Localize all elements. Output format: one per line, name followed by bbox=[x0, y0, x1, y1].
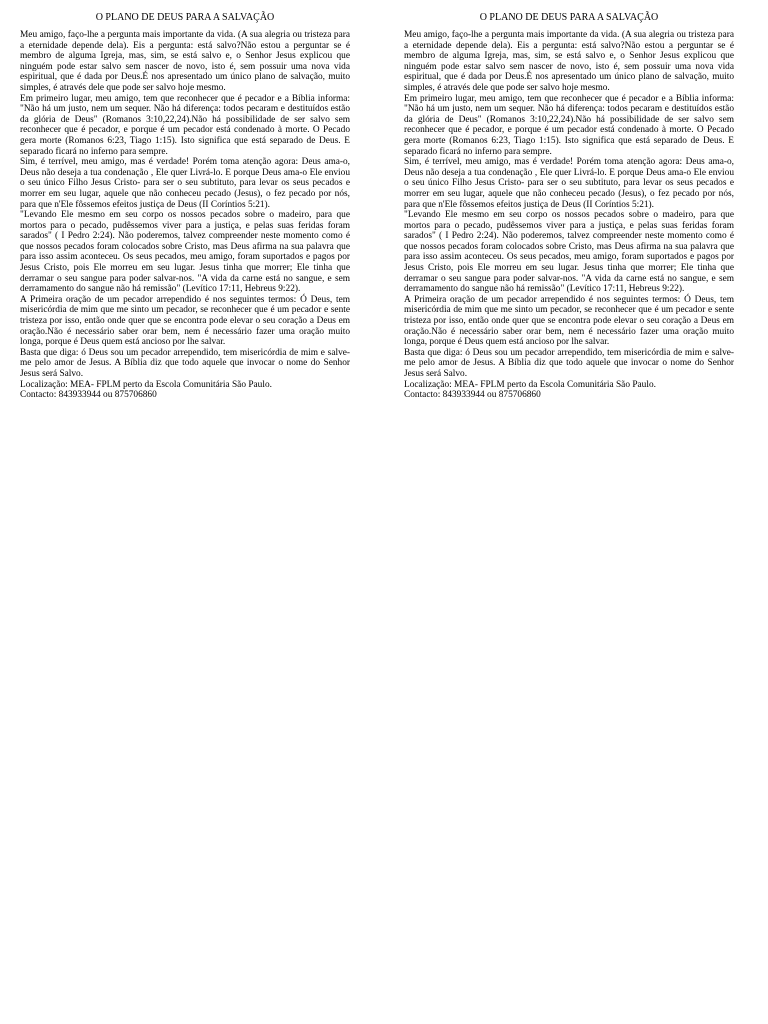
document-title-copy: O PLANO DE DEUS PARA A SALVAÇÃO bbox=[479, 12, 659, 23]
paragraph-invocation: Basta que diga: ó Deus sou um pecador arrependido, tem misericórdia de mim e salve-me pelo amor de Jesus. A Bíblia diz que todo aquele que invocar o nome do Senhor Jesus será Salvo. bbox=[20, 347, 350, 379]
paragraph-love-copy: Sim, é terrível, meu amigo, mas é verdade! Porém toma atenção agora: Deus ama-o, Deus não deseja a tua condenação , Ele quer Livrá-lo. E porque Deus ama-o Ele enviou o seu único Filho Jesus Cristo- para ser o seu subtituto, para levar os seus pecados e morrer em seu lugar, aquele que não conheceu pecado (Jesus), o fez pecado por nós, para que n'Ele fôssemos efeitos justiça de Deus (II Coríntios 5:21). bbox=[404, 157, 734, 210]
paragraph-invocation-copy: Basta que diga: ó Deus sou um pecador arrependido, tem misericórdia de mim e salve-me pelo amor de Jesus. A Bíblia diz que todo aquele que invocar o nome do Senhor Jesus será Salvo. bbox=[404, 347, 734, 379]
paragraph-sinner: Em primeiro lugar, meu amigo, tem que reconhecer que é pecador e a Bíblia informa: "Não há um justo, nem um sequer. Não há diferença: todos pecaram e destituídos estão da glória de Deus" (Romanos 3:10,22,24).Não há possibilidade de ser salvo sem reconhecer que é pecador, e porque é um pecador está condenado à morte. O Pecado gera morte (Romanos 6:23, Tiago 1:15). Isto significa que está separado de Deus. E separado ficará no inferno para sempre. bbox=[20, 93, 350, 157]
paragraph-intro: Meu amigo, faço-lhe a pergunta mais importante da vida. (A sua alegria ou tristeza para a eternidade depende dela). Eis a pergunta: está salvo?Não estou a perguntar se é membro de alguma Igreja, mas, sim, se está salvo e, o Senhor Jesus explicou que ninguém pode estar salvo sem nascer de novo, isto é, sem possuir uma nova vida espiritual, que é dada por Deus.É nos apresentado um único plano de salvação, muito simples, é através dele que pode ser salvo hoje mesmo. bbox=[20, 30, 350, 93]
location-text-copy: Localização: MEA- FPLM perto da Escola Comunitária São Paulo. bbox=[404, 379, 656, 390]
location-text: Localização: MEA- FPLM perto da Escola Comunitária São Paulo. bbox=[20, 379, 272, 390]
left-column bbox=[20, 12, 350, 401]
contact-text: Contacto: 843933944 ou 875706860 bbox=[20, 390, 157, 401]
contact-text-copy: Contacto: 843933944 ou 875706860 bbox=[404, 390, 541, 401]
paragraph-sacrifice-copy: "Levando Ele mesmo em seu corpo os nossos pecados sobre o madeiro, para que mortos para o pecado, pudêssemos viver para a justiça, e pelas suas feridas foram sarados" ( I Pedro 2:24). Não poderemos, talvez compreender neste momento como é que nossos pecados foram colocados sobre Cristo, mas Deus afirma na sua palavra que para isso assim aconteceu. Os seus pecados, meu amigo, foram suportados e pagos por Jesus Cristo, pois Ele morreu em seu lugar. Jesus tinha que morrer; Ele tinha que derramar o seu sangue para poder salvar-nos. "A vida da carne está no sangue, e sem derramamento do sangue não há remissão" (Levítico 17:11, Hebreus 9:22). bbox=[404, 210, 734, 295]
paragraph-prayer: A Primeira oração de um pecador arrependido é nos seguintes termos: Ó Deus, tem misericórdia de mim que me sinto um pecador, se reconhecer que é um pecador e sente tristeza por isso, então onde quer que se encontra pode elevar o seu coração a Deus em oração.Não é necessário saber orar bem, nem é necessário fazer uma oração muito longa, porque é Deus quem está ancioso por lhe salvar. bbox=[20, 294, 350, 348]
paragraph-sinner-copy: Em primeiro lugar, meu amigo, tem que reconhecer que é pecador e a Bíblia informa: "Não há um justo, nem um sequer. Não há diferença: todos pecaram e destituídos estão da glória de Deus" (Romanos 3:10,22,24).Não há possibilidade de ser salvo sem reconhecer que é pecador, e porque é um pecador está condenado à morte. O Pecado gera morte (Romanos 6:23, Tiago 1:15). Isto significa que está separado de Deus. E separado ficará no inferno para sempre. bbox=[404, 93, 734, 157]
paragraph-love: Sim, é terrível, meu amigo, mas é verdade! Porém toma atenção agora: Deus ama-o, Deus não deseja a tua condenação , Ele quer Livrá-lo. E porque Deus ama-o Ele enviou o seu único Filho Jesus Cristo- para ser o seu subtituto, para levar os seus pecados e morrer em seu lugar, aquele que não conheceu pecado (Jesus), o fez pecado por nós, para que n'Ele fôssemos efeitos justiça de Deus (II Coríntios 5:21). bbox=[20, 157, 350, 210]
paragraph-prayer-copy: A Primeira oração de um pecador arrependido é nos seguintes termos: Ó Deus, tem misericórdia de mim que me sinto um pecador, se reconhecer que é um pecador e sente tristeza por isso, então onde quer que se encontra pode elevar o seu coração a Deus em oração.Não é necessário saber orar bem, nem é necessário fazer uma oração muito longa, porque é Deus quem está ancioso por lhe salvar. bbox=[404, 294, 734, 348]
paragraph-intro-copy: Meu amigo, faço-lhe a pergunta mais importante da vida. (A sua alegria ou tristeza para a eternidade depende dela). Eis a pergunta: está salvo?Não estou a perguntar se é membro de alguma Igreja, mas, sim, se está salvo e, o Senhor Jesus explicou que ninguém pode estar salvo sem nascer de novo, isto é, sem possuir uma nova vida espiritual, que é dada por Deus.É nos apresentado um único plano de salvação, muito simples, é através dele que pode ser salvo hoje mesmo. bbox=[404, 30, 734, 93]
right-column bbox=[404, 12, 734, 401]
document-title: O PLANO DE DEUS PARA A SALVAÇÃO bbox=[95, 12, 275, 23]
paragraph-sacrifice: "Levando Ele mesmo em seu corpo os nossos pecados sobre o madeiro, para que mortos para o pecado, pudêssemos viver para a justiça, e pelas suas feridas foram sarados" ( I Pedro 2:24). Não poderemos, talvez compreender neste momento como é que nossos pecados foram colocados sobre Cristo, mas Deus afirma na sua palavra que para isso assim aconteceu. Os seus pecados, meu amigo, foram suportados e pagos por Jesus Cristo, pois Ele morreu em seu lugar. Jesus tinha que morrer; Ele tinha que derramar o seu sangue para poder salvar-nos. "A vida da carne está no sangue, e sem derramamento do sangue não há remissão" (Levítico 17:11, Hebreus 9:22). bbox=[20, 210, 350, 295]
